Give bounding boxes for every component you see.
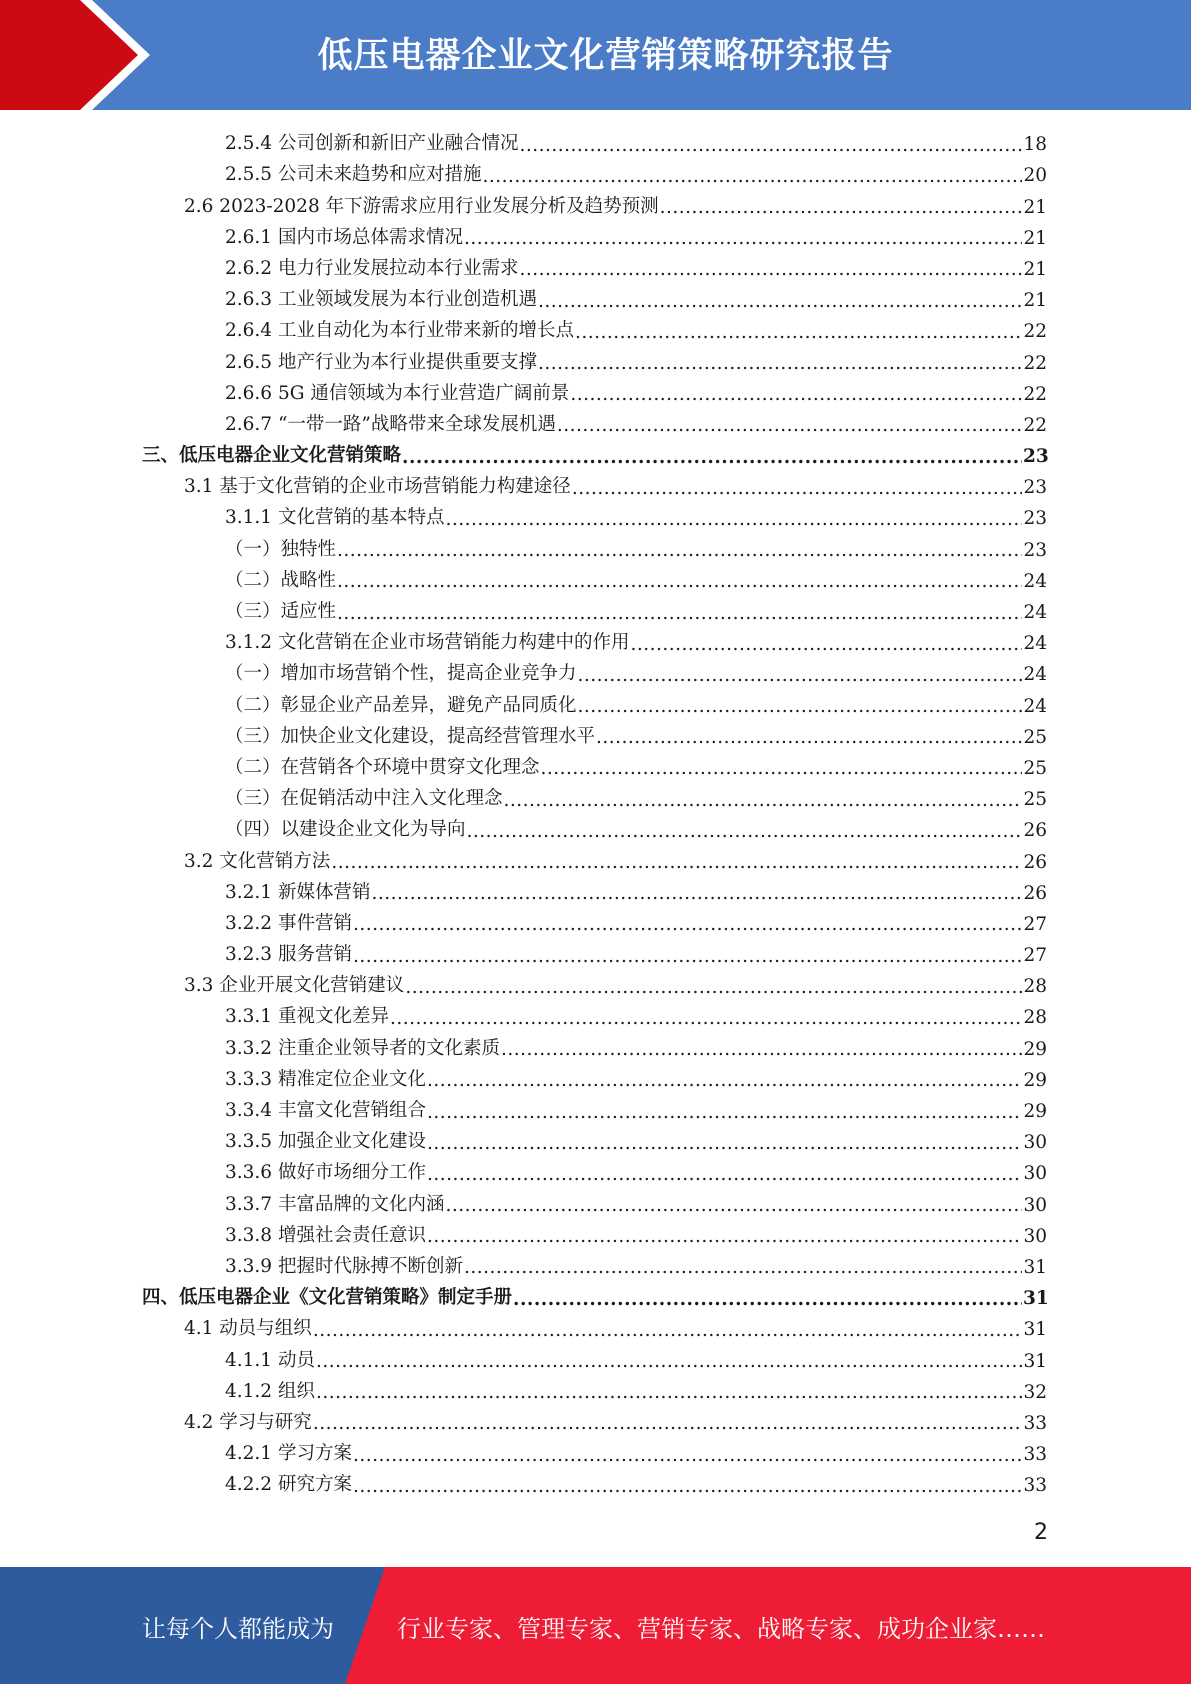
toc-dot-leader xyxy=(572,480,1022,499)
toc-entry[interactable] xyxy=(0,876,1191,907)
toc-entry-label: 4.1.2 组织 xyxy=(225,1380,315,1402)
toc-entry-label: 2.6.3 工业领域发展为本行业创造机遇 xyxy=(225,289,537,311)
toc-dot-leader xyxy=(445,511,1022,530)
toc-dot-leader xyxy=(402,449,1022,468)
table-of-contents xyxy=(0,127,1191,1499)
toc-dot-leader xyxy=(316,1384,1022,1403)
toc-dot-leader xyxy=(427,1135,1022,1154)
toc-entry[interactable] xyxy=(0,1406,1191,1437)
toc-entry-label: 3.3.9 把握时代脉搏不断创新 xyxy=(225,1255,463,1277)
toc-dot-leader xyxy=(390,1010,1022,1029)
toc-dot-leader xyxy=(519,261,1022,280)
toc-entry-label: 2.6.4 工业自动化为本行业带来新的增长点 xyxy=(225,320,574,342)
toc-entry-page: 33 xyxy=(1023,1475,1047,1497)
toc-entry[interactable] xyxy=(0,1156,1191,1187)
toc-entry-page: 28 xyxy=(1023,976,1047,998)
toc-entry[interactable] xyxy=(0,1094,1191,1125)
toc-entry[interactable] xyxy=(0,1343,1191,1374)
toc-entry-page: 20 xyxy=(1023,165,1047,187)
toc-entry[interactable] xyxy=(0,1312,1191,1343)
toc-entry-label: 3.2.1 新媒体营销 xyxy=(225,881,371,903)
toc-dot-leader xyxy=(660,199,1022,218)
toc-entry[interactable] xyxy=(0,408,1191,439)
toc-dot-leader xyxy=(313,1322,1022,1341)
toc-entry[interactable] xyxy=(0,844,1191,875)
toc-dot-leader xyxy=(482,168,1022,187)
toc-dot-leader xyxy=(630,636,1022,655)
toc-dot-leader xyxy=(541,760,1022,779)
toc-entry-label: （四）以建设企业文化为导向 xyxy=(225,819,466,841)
toc-entry[interactable] xyxy=(0,314,1191,345)
toc-entry-page: 32 xyxy=(1023,1381,1047,1403)
toc-entry[interactable] xyxy=(0,1250,1191,1281)
toc-entry-page: 21 xyxy=(1023,196,1047,218)
toc-entry-page: 18 xyxy=(1023,134,1047,156)
toc-entry-label: 3.3.4 丰富文化营销组合 xyxy=(225,1100,426,1121)
toc-entry-label: （二）战略性 xyxy=(225,569,337,591)
toc-dot-leader xyxy=(337,542,1022,561)
toc-entry-label: 3.3.5 加强企业文化建设 xyxy=(225,1131,426,1153)
toc-dot-leader xyxy=(538,355,1022,374)
toc-entry-label: 3.3.8 增强社会责任意识 xyxy=(225,1224,426,1246)
toc-entry-page: 21 xyxy=(1023,258,1047,280)
toc-entry-page: 26 xyxy=(1023,882,1047,904)
toc-entry-page: 24 xyxy=(1023,633,1047,655)
toc-entry-label: 4.2.2 研究方案 xyxy=(225,1474,352,1496)
toc-dot-leader xyxy=(353,916,1022,935)
toc-dot-leader xyxy=(331,854,1022,873)
toc-entry[interactable] xyxy=(0,345,1191,376)
toc-entry-page: 26 xyxy=(1023,851,1047,873)
toc-entry-label: 3.3.3 精准定位企业文化 xyxy=(225,1068,426,1090)
toc-entry[interactable] xyxy=(0,377,1191,408)
page-number: 2 xyxy=(1034,1520,1048,1545)
toc-entry-page: 26 xyxy=(1023,820,1047,842)
toc-entry-label: 3.2.2 事件营销 xyxy=(225,912,352,934)
toc-entry-page: 24 xyxy=(1023,602,1047,623)
toc-entry-page: 33 xyxy=(1023,1412,1047,1434)
toc-entry[interactable] xyxy=(0,1063,1191,1094)
toc-entry[interactable] xyxy=(0,532,1191,563)
toc-entry[interactable] xyxy=(0,1468,1191,1499)
toc-entry[interactable] xyxy=(0,189,1191,220)
toc-dot-leader xyxy=(467,823,1022,842)
toc-entry-label: 2.6.2 电力行业发展拉动本行业需求 xyxy=(225,257,519,279)
toc-entry[interactable] xyxy=(0,969,1191,1000)
toc-dot-leader xyxy=(538,293,1022,312)
toc-dot-leader xyxy=(578,698,1022,717)
toc-entry[interactable] xyxy=(0,1375,1191,1406)
toc-dot-leader xyxy=(445,1197,1022,1216)
toc-entry-label: 三、低压电器企业文化营销策略 xyxy=(142,445,402,467)
toc-entry-page: 25 xyxy=(1023,789,1047,811)
toc-entry-page: 33 xyxy=(1023,1444,1047,1466)
toc-entry[interactable] xyxy=(0,1281,1191,1312)
toc-entry-page: 23 xyxy=(1023,446,1049,468)
toc-entry-label: 2.6.1 国内市场总体需求情况 xyxy=(225,226,463,248)
toc-dot-leader xyxy=(353,948,1022,967)
toc-entry-page: 30 xyxy=(1023,1225,1047,1247)
toc-entry-page: 31 xyxy=(1023,1319,1047,1341)
toc-entry-label: 2.6 2023-2028 年下游需求应用行业发展分析及趋势预测 xyxy=(184,195,659,217)
footer-slogan-right: 行业专家、管理专家、营销专家、战略专家、成功企业家…… xyxy=(397,1615,1045,1643)
toc-entry-label: 四、低压电器企业《文化营销策略》制定手册 xyxy=(142,1287,513,1309)
toc-entry-page: 30 xyxy=(1023,1194,1047,1216)
footer-slogan-left: 让每个人都能成为 xyxy=(142,1615,334,1643)
toc-entry[interactable] xyxy=(0,751,1191,782)
toc-entry-page: 25 xyxy=(1023,726,1047,748)
toc-entry-label: 3.3.7 丰富品牌的文化内涵 xyxy=(225,1193,445,1215)
toc-entry-label: 3.1 基于文化营销的企业市场营销能力构建途径 xyxy=(184,476,571,498)
toc-dot-leader xyxy=(464,230,1022,249)
toc-dot-leader xyxy=(501,1041,1022,1060)
toc-entry[interactable] xyxy=(0,283,1191,314)
toc-entry-page: 31 xyxy=(1023,1256,1047,1278)
toc-entry-page: 23 xyxy=(1023,477,1047,499)
page-header xyxy=(0,0,1191,110)
page-footer xyxy=(0,1567,1191,1684)
toc-entry-page: 27 xyxy=(1023,913,1047,935)
toc-entry-page: 29 xyxy=(1023,1069,1047,1091)
toc-entry-label: 3.3.2 注重企业领导者的文化素质 xyxy=(225,1037,500,1059)
toc-entry-label: 3.3.1 重视文化差异 xyxy=(225,1006,389,1028)
toc-dot-leader xyxy=(596,729,1022,748)
toc-entry-page: 23 xyxy=(1023,508,1047,530)
toc-entry[interactable] xyxy=(0,720,1191,751)
toc-entry-label: 2.6.5 地产行业为本行业提供重要支撑 xyxy=(225,351,537,373)
toc-entry[interactable] xyxy=(0,1219,1191,1250)
toc-entry[interactable] xyxy=(0,221,1191,252)
toc-entry[interactable] xyxy=(0,595,1191,626)
toc-entry-page: 24 xyxy=(1023,570,1047,592)
toc-dot-leader xyxy=(371,885,1022,904)
toc-dot-leader xyxy=(464,1259,1022,1278)
toc-entry-page: 24 xyxy=(1023,664,1047,686)
toc-dot-leader xyxy=(313,1415,1022,1434)
toc-entry[interactable] xyxy=(0,688,1191,719)
toc-entry-label: 2.5.4 公司创新和新旧产业融合情况 xyxy=(225,133,519,155)
toc-entry-page: 22 xyxy=(1023,321,1047,343)
toc-entry[interactable] xyxy=(0,657,1191,688)
toc-entry-page: 31 xyxy=(1023,1288,1049,1310)
toc-entry-page: 22 xyxy=(1023,414,1047,436)
toc-entry[interactable] xyxy=(0,1437,1191,1468)
toc-entry[interactable] xyxy=(0,1031,1191,1062)
toc-entry[interactable] xyxy=(0,470,1191,501)
toc-entry-page: 23 xyxy=(1023,539,1047,561)
toc-entry[interactable] xyxy=(0,1000,1191,1031)
toc-entry-page: 21 xyxy=(1023,227,1047,249)
toc-entry-page: 21 xyxy=(1023,290,1047,312)
toc-entry-label: 4.2.1 学习方案 xyxy=(225,1443,352,1465)
toc-entry-label: 3.1.1 文化营销的基本特点 xyxy=(225,507,445,529)
toc-entry[interactable] xyxy=(0,127,1191,158)
toc-entry-label: 4.1 动员与组织 xyxy=(184,1318,312,1340)
toc-entry-label: （三）加快企业文化建设，提高经营管理水平 xyxy=(225,725,596,747)
toc-entry[interactable] xyxy=(0,158,1191,189)
toc-entry-page: 29 xyxy=(1023,1101,1047,1122)
toc-entry[interactable] xyxy=(0,813,1191,844)
toc-dot-leader xyxy=(570,386,1022,405)
toc-entry-page: 28 xyxy=(1023,1007,1047,1029)
toc-entry-page: 22 xyxy=(1023,383,1047,405)
toc-dot-leader xyxy=(405,979,1022,998)
toc-entry-page: 30 xyxy=(1023,1163,1047,1185)
toc-entry-label: （三）适应性 xyxy=(225,601,337,622)
toc-entry[interactable] xyxy=(0,252,1191,283)
toc-entry-label: 4.1.1 动员 xyxy=(225,1349,315,1371)
toc-entry-page: 30 xyxy=(1023,1132,1047,1154)
toc-entry-page: 22 xyxy=(1023,352,1047,374)
toc-entry[interactable] xyxy=(0,501,1191,532)
toc-entry-page: 24 xyxy=(1023,695,1047,717)
toc-entry[interactable] xyxy=(0,938,1191,969)
toc-dot-leader xyxy=(316,1353,1022,1372)
toc-entry-label: 2.6.7 “一带一路”战略带来全球发展机遇 xyxy=(225,413,556,435)
toc-entry-label: 3.2.3 服务营销 xyxy=(225,944,352,966)
toc-entry-label: 2.5.5 公司未来趋势和应对措施 xyxy=(225,164,482,186)
toc-dot-leader xyxy=(337,573,1022,592)
toc-entry-label: 3.1.2 文化营销在企业市场营销能力构建中的作用 xyxy=(225,632,630,654)
toc-dot-leader xyxy=(578,667,1022,686)
toc-entry[interactable] xyxy=(0,564,1191,595)
toc-entry-label: 3.3 企业开展文化营销建议 xyxy=(184,975,405,997)
toc-dot-leader xyxy=(337,605,1022,624)
toc-entry-label: 4.2 学习与研究 xyxy=(184,1411,312,1433)
toc-entry[interactable] xyxy=(0,782,1191,813)
toc-dot-leader xyxy=(427,1228,1022,1247)
toc-dot-leader xyxy=(353,1478,1022,1497)
toc-dot-leader xyxy=(557,417,1022,436)
toc-entry[interactable] xyxy=(0,439,1191,470)
toc-entry[interactable] xyxy=(0,907,1191,938)
toc-entry-page: 31 xyxy=(1023,1350,1047,1372)
toc-entry[interactable] xyxy=(0,1187,1191,1218)
toc-entry-label: 3.3.6 做好市场细分工作 xyxy=(225,1162,426,1184)
toc-dot-leader xyxy=(427,1104,1022,1123)
toc-dot-leader xyxy=(427,1072,1022,1091)
toc-entry-label: （二）彰显企业产品差异，避免产品同质化 xyxy=(225,694,577,716)
toc-entry[interactable] xyxy=(0,1125,1191,1156)
toc-dot-leader xyxy=(427,1166,1022,1185)
toc-entry-label: （一）独特性 xyxy=(225,538,337,560)
toc-entry-page: 27 xyxy=(1023,945,1047,967)
toc-entry-label: 3.2 文化营销方法 xyxy=(184,850,331,872)
toc-entry[interactable] xyxy=(0,626,1191,657)
toc-dot-leader xyxy=(519,137,1022,156)
toc-dot-leader xyxy=(575,324,1022,343)
toc-entry-page: 29 xyxy=(1023,1038,1047,1060)
toc-entry-label: （三）在促销活动中注入文化理念 xyxy=(225,788,503,810)
toc-dot-leader xyxy=(504,792,1022,811)
toc-dot-leader xyxy=(513,1291,1022,1310)
report-title: 低压电器企业文化营销策略研究报告 xyxy=(317,36,894,76)
toc-dot-leader xyxy=(353,1447,1022,1466)
toc-entry-label: 2.6.6 5G 通信领域为本行业营造广阔前景 xyxy=(225,382,570,404)
toc-entry-label: （一）增加市场营销个性，提高企业竞争力 xyxy=(225,663,577,685)
toc-entry-page: 25 xyxy=(1023,757,1047,779)
toc-entry-label: （二）在营销各个环境中贯穿文化理念 xyxy=(225,756,540,778)
